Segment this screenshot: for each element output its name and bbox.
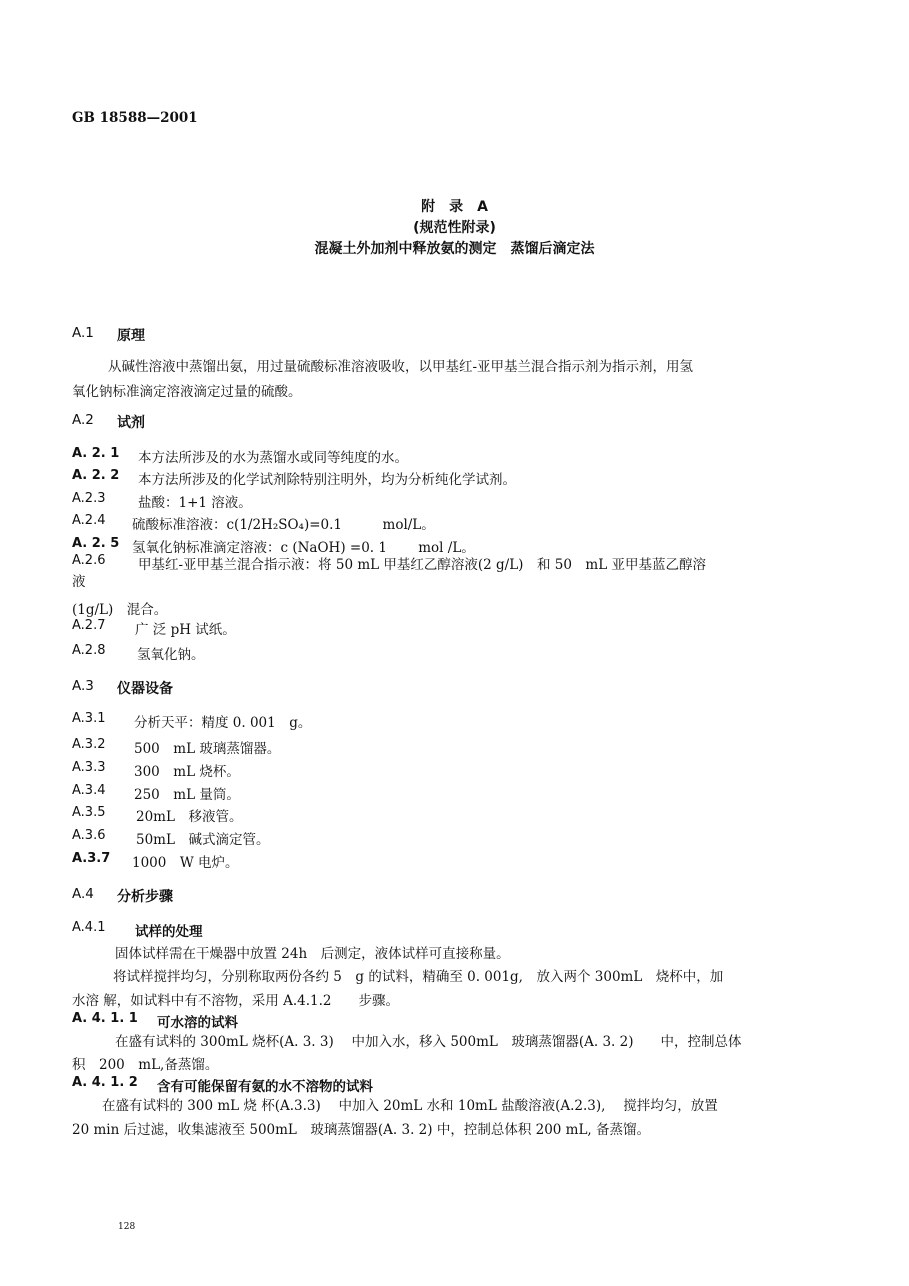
item-number: A.3.3 <box>72 760 106 775</box>
item-number: A.3.4 <box>72 783 106 798</box>
item-number: A.3.2 <box>72 737 106 752</box>
item-text: (1g/L) 混合。 <box>72 602 168 618</box>
item-number: A. 2. 1 <box>72 446 120 461</box>
paragraph: 在盛有试料的 300 mL 烧 杯(A.3.3) 中加入 20mL 水和 10mL 盐酸溶液(A.2.3), 搅拌均匀，放置 <box>102 1098 718 1114</box>
item-number: A.2.4 <box>72 513 106 528</box>
item-number: A.3.6 <box>72 828 106 843</box>
item-number: A.2.7 <box>72 618 106 633</box>
item-number: A. 2. 5 <box>72 536 120 551</box>
section-title: 试剂 <box>117 415 145 431</box>
subsection-number: A. 4. 1. 1 <box>72 1011 138 1026</box>
subsection-number: A. 4. 1. 2 <box>72 1075 138 1090</box>
item-text: 盐酸：1+1 溶液。 <box>138 495 252 511</box>
section-number: A.2 <box>72 412 94 428</box>
paragraph: 固体试样需在干燥器中放置 24h 后测定，液体试样可直接称量。 <box>115 946 510 962</box>
section-title: 原理 <box>117 328 145 344</box>
item-text: 500 mL 玻璃蒸馏器。 <box>134 741 281 757</box>
item-number: A.3.5 <box>72 805 106 820</box>
item-text: 300 mL 烧杯。 <box>134 764 240 780</box>
item-text: 广 泛 pH 试纸。 <box>135 622 236 638</box>
section-title: 分析步骤 <box>117 889 173 905</box>
section-number: A.3 <box>72 678 94 694</box>
item-text: 分析天平：精度 0. 001 g。 <box>134 715 312 731</box>
paragraph: 水溶 解，如试料中有不溶物，采用 A.4.1.2 步骤。 <box>72 993 399 1009</box>
paragraph: 积 200 mL,备蒸馏。 <box>72 1057 219 1073</box>
item-text: 20mL 移液管。 <box>136 809 243 825</box>
paragraph: 氧化钠标准滴定溶液滴定过量的硫酸。 <box>72 384 302 400</box>
item-text: 50mL 碱式滴定管。 <box>136 832 270 848</box>
paragraph: 将试样搅拌均匀，分别称取两份各约 5 g 的试料，精确至 0. 001g, 放入两个 300mL 烧杯中，加 <box>113 969 724 985</box>
paragraph: 20 min 后过滤，收集滤液至 500mL 玻璃蒸馏器(A. 3. 2) 中，控制总体积 200 mL, 备蒸馏。 <box>72 1122 651 1138</box>
item-text: 液 <box>72 574 86 590</box>
appendix-label: 附 录 A <box>421 199 488 215</box>
item-number: A.3.1 <box>72 711 106 726</box>
item-text: 甲基红-亚甲基兰混合指示液：将 50 mL 甲基红乙醇溶液(2 g/L) 和 50 mL 亚甲基蓝乙醇溶 <box>138 557 706 573</box>
section-title: 仪器设备 <box>117 681 173 697</box>
item-text: 250 mL 量筒。 <box>134 787 240 803</box>
item-text: 硫酸标准溶液：c(1/2H₂SO₄)=0.1 mol/L。 <box>132 517 435 533</box>
item-text: 氢氧化钠标准滴定溶液：c (NaOH) =0. 1 mol /L。 <box>132 540 475 556</box>
item-number: A.3.7 <box>72 851 111 866</box>
subsection-title: 可水溶的试料 <box>157 1015 238 1031</box>
subsection-title: 试样的处理 <box>135 924 203 940</box>
paragraph: 从碱性溶液中蒸馏出氨，用过量硫酸标准溶液吸收，以甲基红-亚甲基兰混合指示剂为指示剂，用氢 <box>108 359 694 375</box>
page-number: 128 <box>118 1222 136 1232</box>
section-number: A.4 <box>72 886 94 902</box>
paragraph: 在盛有试料的 300mL 烧杯(A. 3. 3) 中加入水，移入 500mL 玻璃蒸馏器(A. 3. 2) 中，控制总体 <box>115 1034 742 1050</box>
appendix-type: (规范性附录) <box>413 220 496 236</box>
section-number: A.1 <box>72 325 94 341</box>
item-text: 氢氧化钠。 <box>137 647 205 663</box>
subsection-number: A.4.1 <box>72 920 106 935</box>
item-number: A.2.6 <box>72 553 106 568</box>
item-text: 1000 W 电炉。 <box>132 855 239 871</box>
item-text: 本方法所涉及的水为蒸馏水或同等纯度的水。 <box>138 450 408 466</box>
appendix-title: 混凝土外加剂中释放氨的测定 蒸馏后滴定法 <box>314 241 595 257</box>
item-number: A. 2. 2 <box>72 468 120 483</box>
item-text: 本方法所涉及的化学试剂除特别注明外，均为分析纯化学试剂。 <box>138 472 516 488</box>
item-number: A.2.8 <box>72 643 106 658</box>
subsection-title: 含有可能保留有氨的水不溶物的试料 <box>157 1079 373 1095</box>
item-number: A.2.3 <box>72 491 106 506</box>
standard-code: GB 18588—2001 <box>72 110 198 126</box>
